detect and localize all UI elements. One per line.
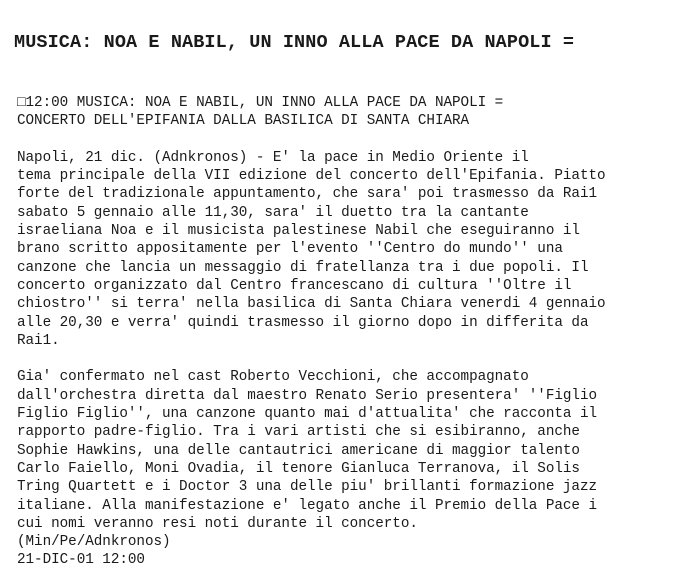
- text-line: brano scritto appositamente per l'evento ''Centro do mundo'' una: [17, 241, 563, 258]
- text-line: canzone che lancia un messaggio di fratellanza tra i due popoli. Il: [17, 259, 589, 276]
- text-line: Figlio Figlio'', una canzone quanto mai d'attualita' che racconta il: [17, 406, 598, 423]
- text-line: Rai1.: [17, 332, 60, 349]
- spacer: [17, 350, 697, 368]
- text-line: cui nomi veranno resi noti durante il concerto.: [17, 515, 418, 532]
- headline: MUSICA: NOA E NABIL, UN INNO ALLA PACE DA NAPOLI =: [14, 32, 575, 53]
- text-line: concerto organizzato dal Centro francescano di cultura ''Oltre il: [17, 277, 572, 294]
- text-line: Sophie Hawkins, una delle cantautrici americane di maggior talento: [17, 442, 580, 459]
- text-line: Tring Quartett e i Doctor 3 una delle piu' brillanti formazione jazz: [17, 479, 598, 496]
- text-line: Napoli, 21 dic. (Adnkronos) - E' la pace in Medio Oriente il: [17, 149, 529, 166]
- footer: [17, 533, 697, 570]
- text-line: chiostro'' si terra' nella basilica di Santa Chiara venerdi 4 gennaio: [17, 296, 606, 313]
- spacer: [17, 131, 697, 149]
- paragraph-1: [17, 149, 697, 350]
- text-line: alle 20,30 e verra' quindi trasmesso il giorno dopo in differita da: [17, 314, 589, 331]
- text-line: sabato 5 gennaio alle 11,30, sara' il duetto tra la cantante: [17, 204, 529, 221]
- subtitle-line: CONCERTO DELL'EPIFANIA DALLA BASILICA DI SANTA CHIARA: [17, 113, 470, 130]
- dateline: 21-DIC-01 12:00: [17, 552, 145, 569]
- text-line: Gia' confermato nel cast Roberto Vecchioni, che accompagnato: [17, 369, 529, 386]
- text-line: Carlo Faiello, Moni Ovadia, il tenore Gianluca Terranova, il Solis: [17, 460, 580, 477]
- text-line: forte del tradizionale appuntamento, che sara' poi trasmesso da Rai1: [17, 186, 598, 203]
- agency-credit: (Min/Pe/Adnkronos): [17, 534, 171, 551]
- article-body: [17, 94, 697, 570]
- text-line: italiane. Alla manifestazione e' legato anche il Premio della Pace i: [17, 497, 598, 514]
- paragraph-2: [17, 368, 697, 533]
- text-line: tema principale della VII edizione del concerto dell'Epifania. Piatto: [17, 168, 606, 185]
- subtitle-block: [17, 94, 697, 131]
- text-line: rapporto padre-figlio. Tra i vari artisti che si esibiranno, anche: [17, 424, 580, 441]
- subtitle-line: □12:00 MUSICA: NOA E NABIL, UN INNO ALLA PACE DA NAPOLI =: [17, 95, 504, 111]
- text-line: israeliana Noa e il musicista palestinese Nabil che eseguiranno il: [17, 223, 580, 240]
- text-line: dall'orchestra diretta dal maestro Renato Serio presentera' ''Figlio: [17, 387, 598, 404]
